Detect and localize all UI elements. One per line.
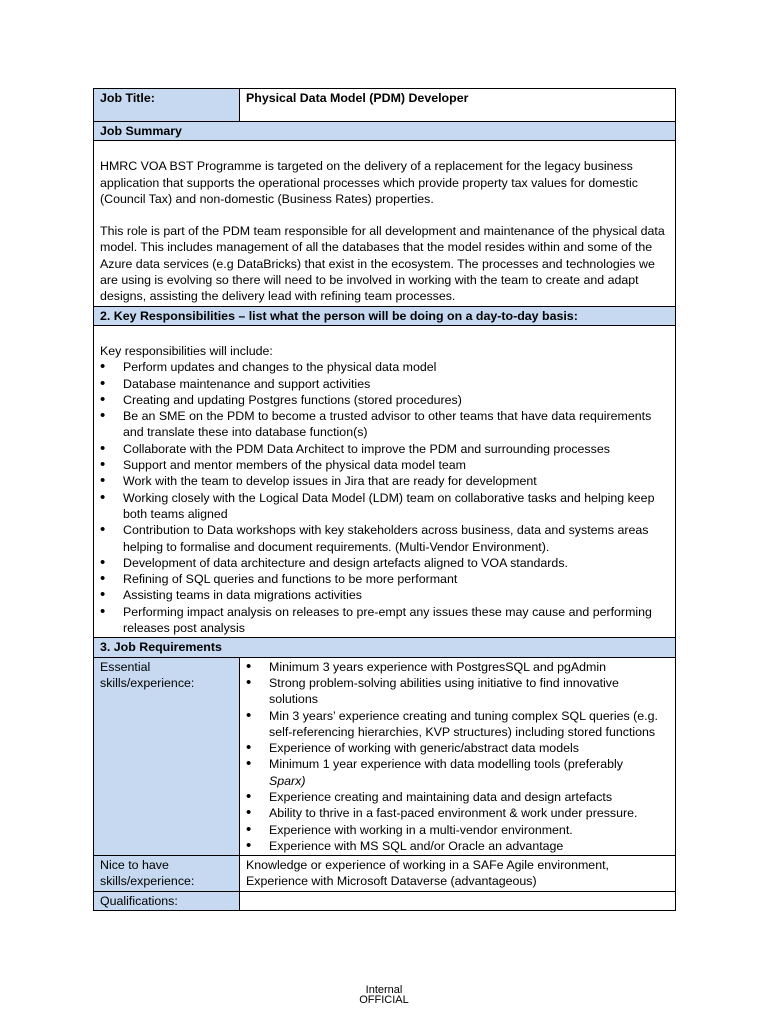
summary-paragraph-2: This role is part of the PDM team responsible for all development and maintenance of the physical data model. This includes management of all the databases that the model resides within and some of the Azure data services (e.g DataBricks) that exist in the ecosystem. The processes and technologies we are using is evolving so there will need to be involved in working with the team to create and adapt designs, assisting the delivery lead with refining team processes. xyxy=(100,224,665,304)
responsibilities-body xyxy=(94,325,676,637)
list-item: • Working closely with the Logical Data Model (LDM) team on collaborative tasks and helping keep both teams aligned xyxy=(100,490,669,523)
essential-skills-row xyxy=(94,657,676,856)
list-item: • Assisting teams in data migrations activities xyxy=(100,587,669,603)
nice-to-have-label: Nice to have skills/experience: xyxy=(94,856,240,892)
job-summary-heading: Job Summary xyxy=(94,122,676,141)
list-item: • Support and mentor members of the physical data model team xyxy=(100,457,669,473)
responsibilities-body-row xyxy=(94,325,676,637)
job-title-row xyxy=(94,89,676,122)
responsibilities-heading-row xyxy=(94,306,676,325)
list-item: • Contribution to Data workshops with key stakeholders across business, data and systems areas helping to formalise and document requirements. (Multi-Vendor Environment). xyxy=(100,522,669,555)
list-item: • Work with the team to develop issues in Jira that are ready for development xyxy=(100,473,669,489)
list-item: • Experience creating and maintaining data and design artefacts xyxy=(246,789,669,805)
responsibilities-list xyxy=(100,359,669,636)
job-title-label: Job Title: xyxy=(94,89,240,122)
list-item: • Performing impact analysis on releases to pre-empt any issues these may cause and performing releases post analysis xyxy=(100,604,669,637)
footer-classification-official: OFFICIAL xyxy=(359,994,409,1006)
essential-skills-list xyxy=(246,659,669,855)
list-item xyxy=(246,756,669,789)
nice-to-have-line-2: Experience with Microsoft Dataverse (advantageous) xyxy=(246,874,537,889)
list-item: • Development of data architecture and design artefacts aligned to VOA standards. xyxy=(100,555,669,571)
list-item: • Strong problem-solving abilities using initiative to find innovative solutions xyxy=(246,675,669,708)
list-item-italic: Sparx) xyxy=(269,773,306,788)
list-item: • Ability to thrive in a fast-paced environment & work under pressure. xyxy=(246,805,669,821)
list-item: • Min 3 years’ experience creating and tuning complex SQL queries (e.g. self-referencing hierarchies, KVP structures) including stored functions xyxy=(246,708,669,741)
responsibilities-intro: Key responsibilities will include: xyxy=(100,343,273,358)
job-description-table xyxy=(93,88,676,911)
list-item: • Be an SME on the PDM to become a trusted advisor to other teams that have data requirements and translate these into database function(s) xyxy=(100,408,669,441)
list-item: • Creating and updating Postgres functions (stored procedures) xyxy=(100,392,669,408)
list-item-text: Minimum 1 year experience with data modelling tools (preferably xyxy=(269,757,623,772)
requirements-heading: 3. Job Requirements xyxy=(94,638,676,657)
qualifications-row xyxy=(94,891,676,910)
nice-to-have-cell xyxy=(240,856,676,892)
essential-skills-cell xyxy=(240,657,676,856)
qualifications-label: Qualifications: xyxy=(94,891,240,910)
nice-to-have-line-1: Knowledge or experience of working in a SAFe Agile environment, xyxy=(246,858,609,873)
footer-classification-internal: Internal xyxy=(365,984,403,996)
job-summary-body-row xyxy=(94,141,676,306)
essential-skills-label: Essential skills/experience: xyxy=(94,657,240,856)
list-item: • Collaborate with the PDM Data Architect to improve the PDM and surrounding processes xyxy=(100,441,669,457)
job-summary-heading-row xyxy=(94,122,676,141)
responsibilities-heading: 2. Key Responsibilities – list what the person will be doing on a day-to-day basis: xyxy=(94,306,676,325)
list-item: • Experience with MS SQL and/or Oracle an advantage xyxy=(246,838,669,854)
list-item: • Perform updates and changes to the physical data model xyxy=(100,359,669,375)
job-summary-body xyxy=(94,141,676,306)
job-title-value: Physical Data Model (PDM) Developer xyxy=(240,89,676,122)
list-item: • Experience with working in a multi-vendor environment. xyxy=(246,822,669,838)
nice-to-have-row xyxy=(94,856,676,892)
page-footer xyxy=(0,985,768,1005)
summary-paragraph-1: HMRC VOA BST Programme is targeted on the delivery of a replacement for the legacy business application that supports the operational processes which provide property tax values for domestic (Council Tax) and non-domestic (Business Rates) properties. xyxy=(100,159,638,206)
list-item: • Refining of SQL queries and functions to be more performant xyxy=(100,571,669,587)
list-item: • Experience of working with generic/abstract data models xyxy=(246,740,669,756)
list-item: • Minimum 3 years experience with PostgresSQL and pgAdmin xyxy=(246,659,669,675)
job-description-document xyxy=(93,88,675,911)
list-item: • Database maintenance and support activities xyxy=(100,376,669,392)
requirements-heading-row xyxy=(94,638,676,657)
qualifications-value xyxy=(240,891,676,910)
